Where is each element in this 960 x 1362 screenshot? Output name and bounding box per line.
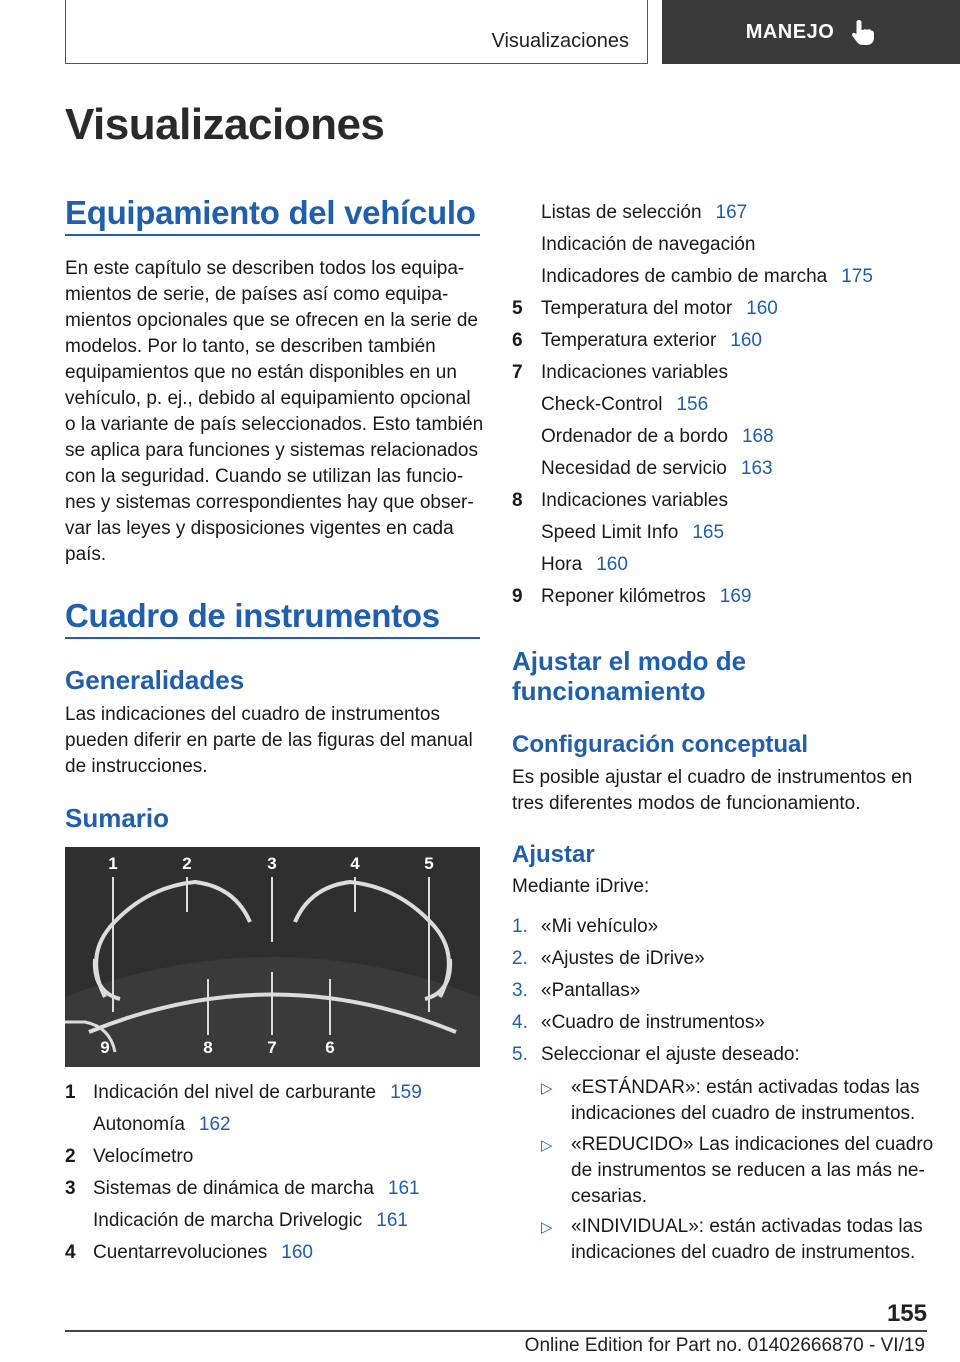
page-reference-link[interactable]: 162	[198, 1114, 231, 1135]
heading-equipamiento: Equipamiento del vehículo	[65, 194, 476, 231]
heading-generalidades: Generalidades	[65, 665, 245, 695]
step-text: «Pantallas»	[541, 980, 641, 1001]
item-number: 1	[65, 1082, 76, 1103]
item-number: 8	[512, 490, 523, 511]
heading-rule	[65, 637, 480, 639]
list-item	[512, 200, 747, 226]
list-item	[65, 1208, 408, 1234]
header-chapter-tab	[662, 0, 960, 64]
item-number: 9	[512, 586, 523, 607]
item-text: Necesidad de servicio	[541, 458, 727, 479]
list-item	[512, 232, 755, 258]
item-text: Ordenador de a bordo	[541, 426, 728, 447]
paragraph-configuracion	[512, 765, 932, 817]
header-chapter-label: MANEJO	[745, 20, 835, 43]
page-reference-link[interactable]: 163	[740, 458, 773, 479]
text-line: var las leyes y disposiciones vigentes en cada	[65, 518, 454, 539]
list-item	[512, 328, 762, 354]
header-section-title: Visualizaciones	[491, 30, 629, 52]
page-reference-link[interactable]: 169	[719, 586, 752, 607]
text-line: mientos de serie, de países así como equipa-	[65, 284, 449, 305]
text-line: se aplica para funciones y sistemas relacionados	[65, 440, 478, 461]
page-reference-link[interactable]: 160	[596, 554, 628, 575]
page-reference-link[interactable]: 161	[376, 1210, 408, 1231]
item-text: Temperatura exterior	[541, 330, 717, 351]
list-item	[65, 1112, 231, 1138]
heading-ajustar-modo	[512, 646, 746, 706]
bullet-item	[541, 1075, 941, 1127]
item-text: Cuentarrevoluciones	[93, 1242, 268, 1263]
item-text: Hora	[541, 554, 583, 575]
text-line: de instrucciones.	[65, 756, 208, 777]
step-number: 4.	[512, 1012, 528, 1033]
item-text: Listas de selección	[541, 202, 702, 223]
paragraph-generalidades	[65, 702, 485, 780]
list-item	[512, 360, 728, 386]
list-item	[512, 488, 728, 514]
paragraph-equipamiento	[65, 256, 485, 568]
page-title: Visualizaciones	[65, 100, 385, 149]
item-text: Check-Control	[541, 394, 663, 415]
bullet-triangle-icon: ▷	[541, 1080, 553, 1097]
item-number: 2	[65, 1146, 76, 1167]
heading-line: Ajustar el modo de	[512, 646, 747, 676]
text-line: cesarias.	[571, 1186, 648, 1207]
list-item	[512, 264, 873, 290]
step-item	[512, 1010, 765, 1036]
item-text: Indicaciones variables	[541, 490, 728, 511]
text-line: «ESTÁNDAR»: están activadas todas las	[571, 1077, 920, 1098]
figure-label-3: 3	[267, 854, 277, 873]
text-line: país.	[65, 544, 107, 565]
page-reference-link[interactable]: 160	[730, 330, 762, 351]
item-number: 7	[512, 362, 523, 383]
item-text: Indicación de navegación	[541, 234, 756, 255]
text-line: «REDUCIDO» Las indicaciones del cuadro	[571, 1134, 934, 1155]
page-reference-link[interactable]: 160	[746, 298, 778, 319]
list-item	[512, 456, 773, 482]
figure-label-8: 8	[203, 1038, 213, 1057]
page-reference-link[interactable]: 161	[387, 1178, 420, 1199]
page-reference-link[interactable]: 175	[841, 266, 873, 287]
text-line: tres diferentes modos de funcionamiento.	[512, 793, 861, 814]
heading-rule	[65, 234, 480, 236]
heading-line: funcionamiento	[512, 676, 706, 706]
bullet-item	[541, 1132, 941, 1210]
list-item	[65, 1176, 420, 1202]
bullet-item	[541, 1214, 941, 1266]
item-text: Speed Limit Info	[541, 522, 679, 543]
page-reference-link[interactable]: 168	[741, 426, 774, 447]
text-line: Es posible ajustar el cuadro de instrumentos en	[512, 767, 913, 788]
list-item	[65, 1144, 193, 1170]
heading-sumario: Sumario	[65, 803, 170, 833]
item-text: Indicación de marcha Drivelogic	[93, 1210, 363, 1231]
page-reference-link[interactable]: 165	[692, 522, 725, 543]
heading-configuracion: Configuración conceptual	[512, 731, 809, 758]
item-number: 3	[65, 1178, 76, 1199]
text-line: indicaciones del cuadro de instrumentos.	[571, 1103, 916, 1124]
pointing-hand-icon	[850, 18, 876, 46]
text-line: mientos opcionales que se ofrecen en la serie de	[65, 310, 478, 331]
text-line: vehículo, p. ej., debido al equipamiento opcional	[65, 388, 471, 409]
item-text: Sistemas de dinámica de marcha	[93, 1178, 374, 1199]
step-item	[512, 946, 705, 972]
text-line: equipamientos que no están disponibles en un	[65, 362, 457, 383]
list-item	[512, 424, 774, 450]
instrument-cluster-illustration	[65, 847, 480, 1067]
item-text: Indicaciones variables	[541, 362, 728, 383]
text-line: o la variante de país seleccionados. Esto también	[65, 414, 484, 435]
step-number: 1.	[512, 916, 528, 937]
figure-label-5: 5	[424, 854, 434, 873]
step-text: «Mi vehículo»	[541, 916, 659, 937]
figure-label-7: 7	[267, 1038, 277, 1057]
list-item	[65, 1240, 313, 1266]
step-number: 5.	[512, 1044, 528, 1065]
item-text: Velocímetro	[93, 1146, 194, 1167]
bullet-triangle-icon: ▷	[541, 1219, 553, 1236]
text-line: Las indicaciones del cuadro de instrumentos	[65, 704, 440, 725]
text-line: modelos. Por lo tanto, se describen también	[65, 336, 436, 357]
step-number: 3.	[512, 980, 528, 1001]
page-reference-link[interactable]: 160	[281, 1242, 313, 1263]
footer-edition-text: Online Edition for Part no. 01402666870 - VI/19	[524, 1335, 925, 1356]
figure-label-6: 6	[325, 1038, 335, 1057]
item-text: Indicadores de cambio de marcha	[541, 266, 828, 287]
item-text: Temperatura del motor	[541, 298, 733, 319]
item-number: 4	[65, 1242, 76, 1263]
figure-label-1: 1	[108, 854, 118, 873]
list-item	[65, 1080, 422, 1106]
figure-label-4: 4	[350, 854, 360, 873]
text-line: En este capítulo se describen todos los equipa-	[65, 258, 465, 279]
step-item	[512, 978, 640, 1004]
step-text: «Cuadro de instrumentos»	[541, 1012, 765, 1033]
footer-rule	[65, 1330, 927, 1332]
item-number: 6	[512, 330, 523, 351]
bullet-triangle-icon: ▷	[541, 1137, 553, 1154]
step-text: Seleccionar el ajuste deseado:	[541, 1044, 800, 1065]
list-item	[512, 392, 708, 418]
step-item	[512, 914, 658, 940]
instrument-cluster-figure	[65, 847, 480, 1067]
item-text: Autonomía	[93, 1114, 185, 1135]
heading-cuadro-instrumentos: Cuadro de instrumentos	[65, 597, 440, 634]
item-number: 5	[512, 298, 523, 319]
heading-ajustar: Ajustar	[512, 841, 595, 868]
paragraph-mediante: Mediante iDrive:	[512, 876, 650, 897]
item-text: Reponer kilómetros	[541, 586, 706, 607]
page-number: 155	[886, 1300, 927, 1327]
item-text: Indicación del nivel de carburante	[93, 1082, 377, 1103]
list-item	[512, 520, 724, 546]
list-item	[512, 296, 778, 322]
step-item	[512, 1042, 800, 1068]
page-reference-link[interactable]: 167	[715, 202, 748, 223]
header-section-box	[65, 0, 648, 64]
text-line: de instrumentos se reducen a las más ne-	[571, 1160, 925, 1181]
text-line: «INDIVIDUAL»: están activadas todas las	[571, 1216, 923, 1237]
text-line: con la seguridad. Cuando se utilizan las funcio-	[65, 466, 464, 487]
step-number: 2.	[512, 948, 528, 969]
list-item	[512, 584, 751, 610]
text-line: indicaciones del cuadro de instrumentos.	[571, 1242, 916, 1263]
step-text: «Ajustes de iDrive»	[541, 948, 705, 969]
figure-label-2: 2	[182, 854, 192, 873]
list-item	[512, 552, 628, 578]
page-reference-link[interactable]: 159	[390, 1082, 422, 1103]
text-line: nes y sistemas correspondientes hay que obser-	[65, 492, 474, 513]
text-line: pueden diferir en parte de las figuras del manual	[65, 730, 473, 751]
figure-label-9: 9	[100, 1038, 110, 1057]
page-reference-link[interactable]: 156	[676, 394, 709, 415]
